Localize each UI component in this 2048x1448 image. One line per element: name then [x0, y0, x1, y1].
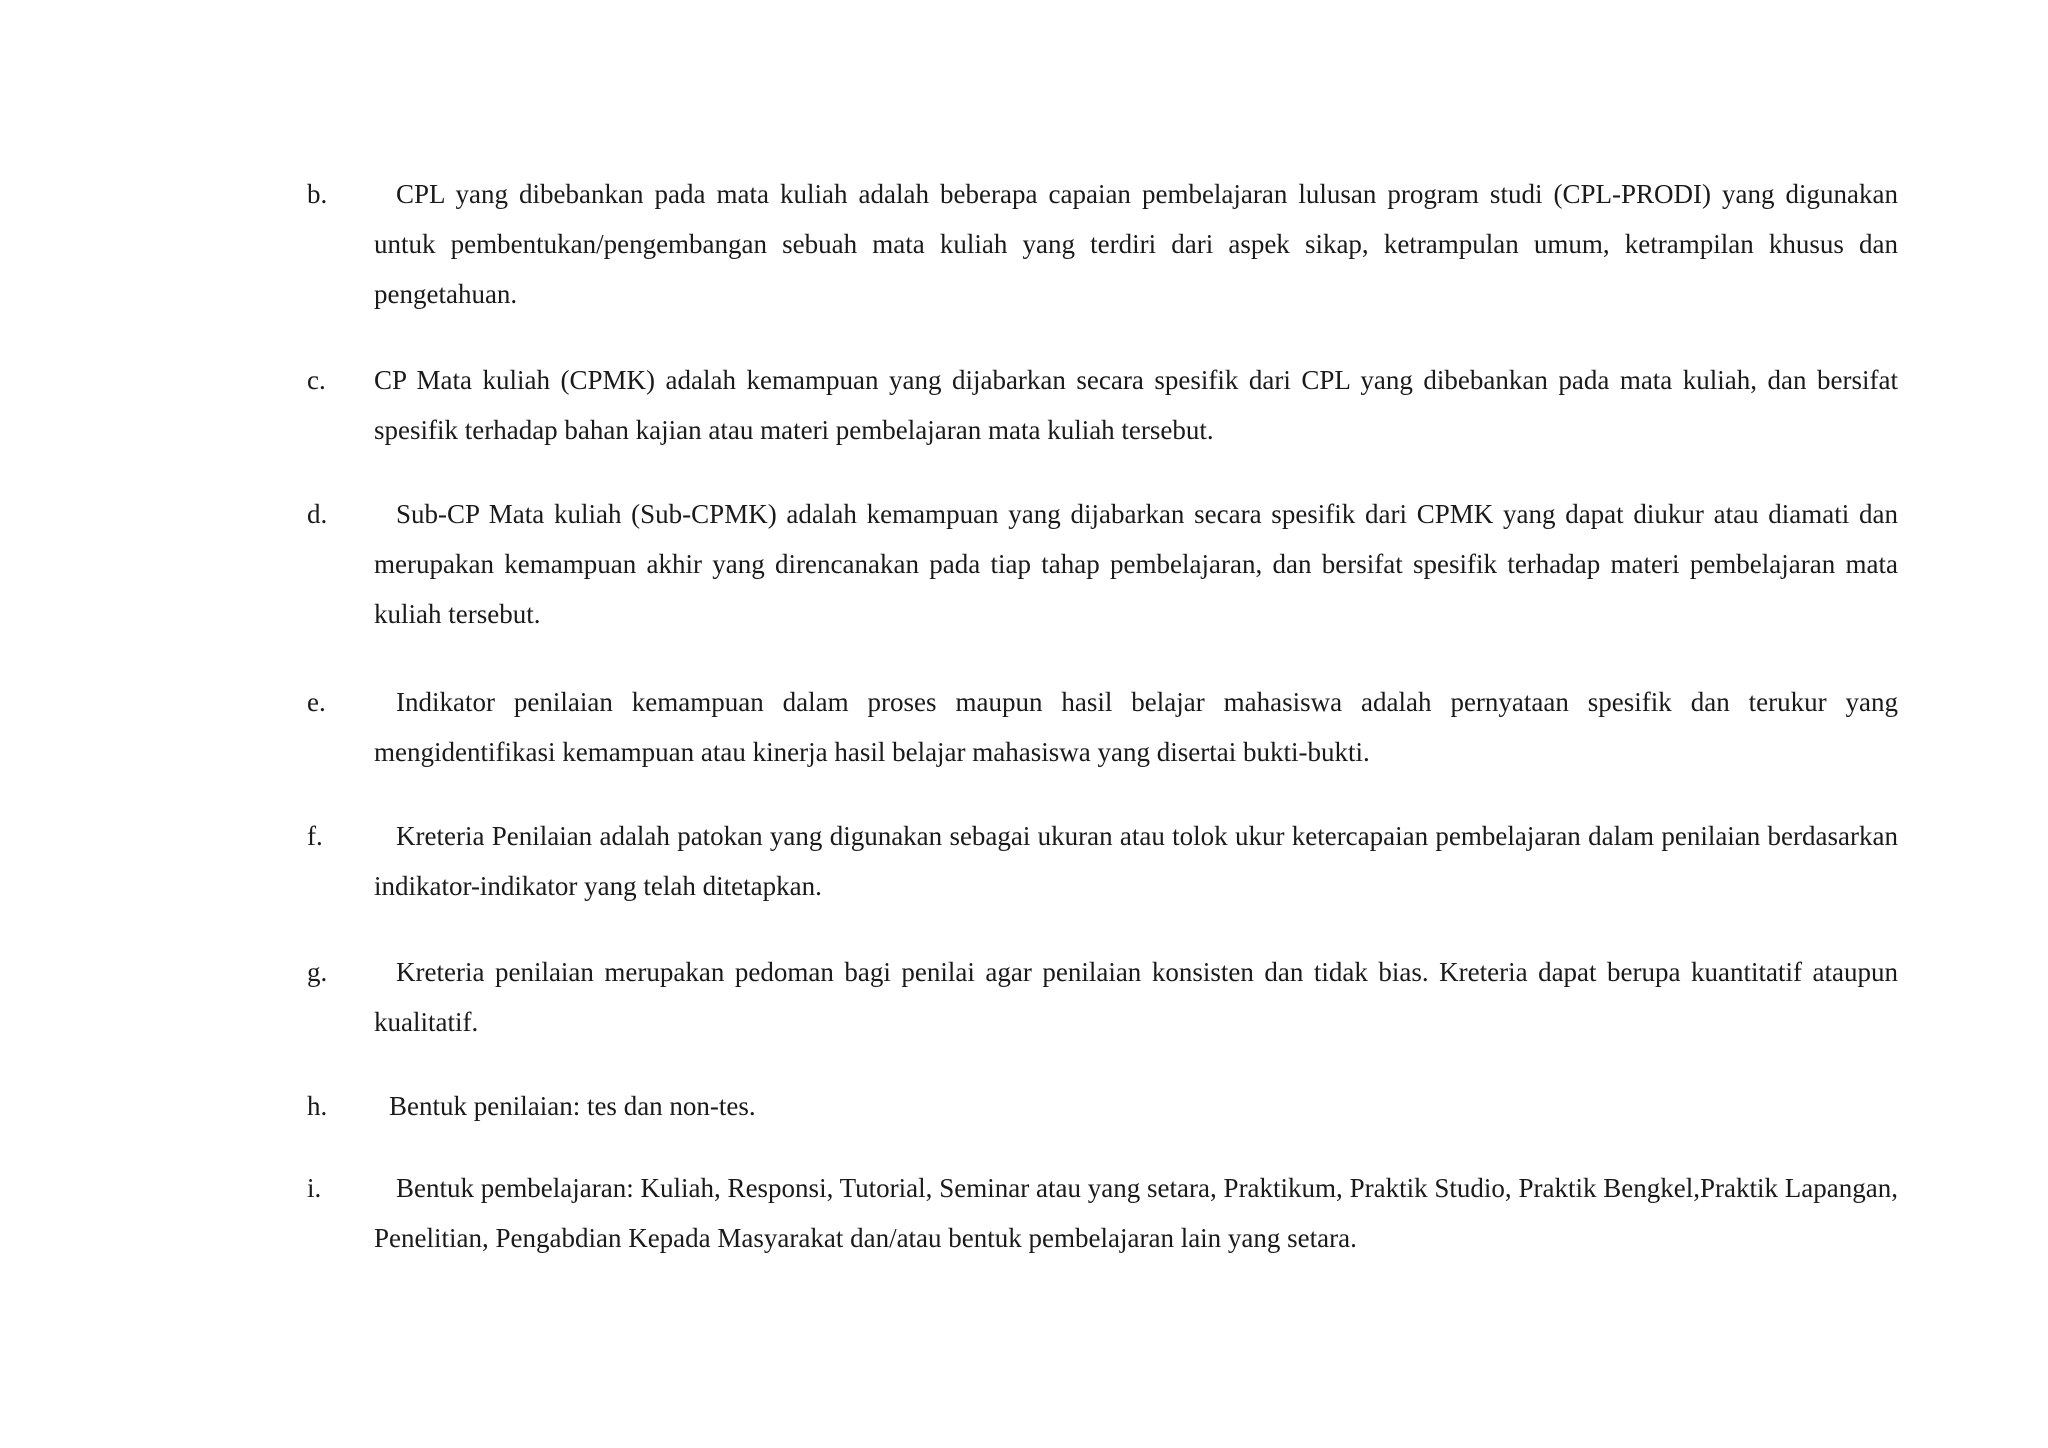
list-marker: f. [307, 821, 323, 851]
list-item-text: Bentuk pembelajaran: Kuliah, Responsi, Tutorial, Seminar atau yang setara, Praktikum, Praktik Studio, Praktik Bengkel,Praktik Lapangan, Penelitian, Pengabdian Kepada Masyarakat dan/atau bentuk pembelajaran lain yang setara. [374, 1173, 1898, 1253]
list-item-text: Bentuk penilaian: tes dan non-tes. [389, 1091, 756, 1121]
list-marker: g. [307, 957, 328, 987]
list-item-text: CP Mata kuliah (CPMK) adalah kemampuan yang dijabarkan secara spesifik dari CPL yang dibebankan pada mata kuliah, dan bersifat spesifik terhadap bahan kajian atau materi pembelajaran mata kuliah tersebut. [374, 365, 1898, 445]
list-marker: h. [307, 1091, 328, 1121]
list-item-text: Indikator penilaian kemampuan dalam proses maupun hasil belajar mahasiswa adalah pernyataan spesifik dan terukur yang mengidentifikasi kemampuan atau kinerja hasil belajar mahasiswa yang disertai bukti-bukti. [374, 687, 1898, 767]
list-marker: b. [307, 179, 328, 209]
list-item-text: CPL yang dibebankan pada mata kuliah adalah beberapa capaian pembelajaran lulusan program studi (CPL-PRODI) yang digunakan untuk pembentukan/pengembangan sebuah mata kuliah yang terdiri dari aspek sikap, ketrampulan umum, ketrampilan khusus dan pengetahuan. [374, 179, 1898, 309]
list-item-text: Sub-CP Mata kuliah (Sub-CPMK) adalah kemampuan yang dijabarkan secara spesifik dari CPMK yang dapat diukur atau diamati dan merupakan kemampuan akhir yang direncanakan pada tiap tahap pembelajaran, dan bersifat spesifik terhadap materi pembelajaran mata kuliah tersebut. [374, 499, 1898, 629]
list-marker: c. [307, 365, 326, 395]
list-item-text: Kreteria penilaian merupakan pedoman bagi penilai agar penilaian konsisten dan tidak bias. Kreteria dapat berupa kuantitatif ataupun kualitatif. [374, 957, 1898, 1037]
list-marker: i. [307, 1173, 322, 1203]
list-marker: e. [307, 687, 326, 717]
list-item-text: Kreteria Penilaian adalah patokan yang digunakan sebagai ukuran atau tolok ukur ketercapaian pembelajaran dalam penilaian berdasarkan indikator-indikator yang telah ditetapkan. [374, 821, 1898, 901]
list-marker: d. [307, 499, 328, 529]
